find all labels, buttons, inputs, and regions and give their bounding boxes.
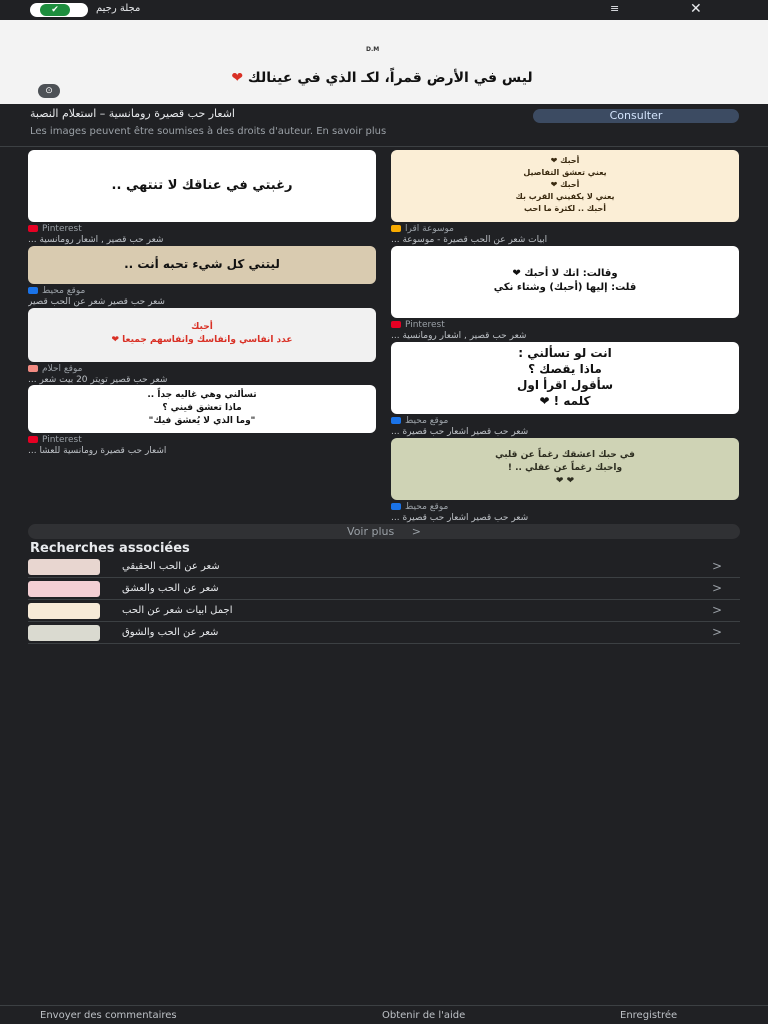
thumbnail-text: يعني تعشق التفاصيل [523, 168, 607, 177]
result-source[interactable] [391, 416, 448, 426]
help-link[interactable]: Obtenir de l'aide [382, 1010, 466, 1021]
result-source[interactable] [391, 320, 445, 330]
source-name: موقع محيط [405, 502, 449, 512]
image-result-card[interactable] [391, 246, 739, 346]
related-label: شعر عن الحب والعشق [122, 583, 219, 594]
thumbnail-text: في حبك اعشقك رغماً عن قلبي [495, 449, 635, 460]
result-caption[interactable]: ابيات شعر عن الحب قصيرة - موسوعة ... [391, 235, 548, 245]
voir-plus-button[interactable] [28, 524, 740, 539]
thumbnail-text: أحبك ❤ [550, 156, 580, 165]
source-favicon-icon [28, 225, 38, 232]
divider [0, 146, 768, 147]
thumbnail-text: عدد انفاسي وانفاسك وانفاسهم جميعا ❤ [111, 335, 293, 345]
thumbnail-text: أحبك .. لكثرة ما احب [524, 204, 606, 213]
image-result-card[interactable] [391, 150, 739, 250]
thumbnail-text: أحبك [191, 322, 213, 332]
preview-quote [50, 70, 714, 86]
thumbnail-text: أحبك ❤ [550, 180, 580, 189]
thumbnail-text: واحبك رغماً عن عقلي .. ! [507, 462, 623, 473]
source-name: موقع محيط [42, 286, 86, 296]
site-name[interactable]: مجلة رجيم [96, 3, 141, 14]
source-favicon-icon [391, 503, 401, 510]
result-thumbnail[interactable] [391, 246, 739, 318]
related-label: شعر عن الحب الحقيقي [122, 561, 220, 572]
result-thumbnail[interactable] [391, 438, 739, 500]
consult-button[interactable]: Consulter [533, 109, 739, 123]
result-thumbnail[interactable] [28, 150, 376, 222]
footer [0, 1005, 768, 1024]
chevron-right-icon: > [712, 603, 723, 617]
related-search-item[interactable] [28, 557, 740, 578]
chevron-right-icon: > [712, 625, 723, 639]
signature: D.M [366, 46, 380, 53]
thumbnail-text: "وما الذي لا يُعشق فيك" [148, 415, 256, 426]
thumbnail-text: ماذا تعشق فيني ؟ [162, 402, 242, 413]
related-thumbnail [28, 581, 100, 597]
related-search-item[interactable] [28, 623, 740, 644]
result-thumbnail[interactable] [391, 342, 739, 414]
thumbnail-text: تسألني وهي غاليه جداً .. [147, 389, 257, 400]
result-thumbnail[interactable] [28, 308, 376, 362]
source-name: Pinterest [405, 320, 445, 330]
quote-text: ليس في الأرض قمراً، لكـ الذي في عينالك [247, 70, 533, 86]
source-name: Pinterest [42, 224, 82, 234]
source-name: موقع احلام [42, 364, 83, 374]
heart-icon: ❤ [231, 70, 244, 86]
related-label: شعر عن الحب والشوق [122, 627, 219, 638]
thumbnail-text: كلمه ! ❤ [539, 394, 591, 408]
top-bar [0, 0, 768, 20]
result-source[interactable] [391, 502, 448, 512]
source-favicon-icon [391, 225, 401, 232]
source-name: موقع محيط [405, 416, 449, 426]
thumbnail-text: انت لو تسألني : [518, 346, 612, 360]
thumbnail-text: سأقول اقرأ اول [517, 378, 613, 392]
thumbnail-text: وقالت: انك لا أحبك ❤ [512, 268, 618, 279]
saved-link[interactable]: Enregistrée [620, 1010, 678, 1021]
result-thumbnail[interactable] [28, 385, 376, 433]
image-result-card[interactable] [28, 246, 376, 312]
result-caption[interactable]: شعر حب قصير اشعار حب قصيرة ... [391, 427, 529, 437]
chevron-right-icon: > [712, 559, 723, 573]
thumbnail-text: ❤ ❤ [555, 475, 575, 486]
chevron-right-icon: > [411, 525, 421, 538]
related-search-item[interactable] [28, 601, 740, 622]
result-caption[interactable]: شعر حب قصير تويتر 20 بيت شعر ... [28, 375, 168, 385]
result-caption[interactable]: اشعار حب قصيرة رومانسية للعشا ... [28, 446, 167, 456]
result-source[interactable] [28, 286, 85, 296]
source-name: موسوعة اقرا [405, 224, 454, 234]
voir-plus-label: Voir plus [347, 525, 395, 538]
source-name: Pinterest [42, 435, 82, 445]
thumbnail-text: رغبتي في عناقك لا تنتهي .. [111, 177, 293, 193]
image-result-card[interactable] [391, 438, 739, 528]
result-caption[interactable]: شعر حب قصير , اشعار رومانسية ... [28, 235, 164, 245]
related-thumbnail [28, 559, 100, 575]
result-info [0, 104, 768, 146]
image-result-card[interactable] [28, 385, 376, 461]
result-source[interactable] [391, 224, 454, 234]
result-source[interactable] [28, 435, 82, 445]
close-icon[interactable]: ✕ [690, 1, 702, 17]
thumbnail-text: ليتني كل شيء تحبه أنت .. [124, 257, 280, 271]
thumbnail-text: ماذا يقصك ؟ [528, 362, 602, 376]
related-label: اجمل ابيات شعر عن الحب [122, 605, 233, 616]
image-result-card[interactable] [28, 150, 376, 250]
source-favicon-icon [391, 417, 401, 424]
thumbnail-text: يعني لا يكفيني القرب بك [515, 192, 615, 201]
chevron-right-icon: > [712, 581, 723, 595]
related-search-item[interactable] [28, 579, 740, 600]
image-preview[interactable] [0, 20, 768, 104]
image-result-card[interactable] [28, 308, 376, 390]
result-source[interactable] [28, 224, 82, 234]
result-caption[interactable]: شعر حب قصير , اشعار رومانسية ... [391, 331, 527, 341]
result-source[interactable] [28, 364, 82, 374]
source-favicon-icon [28, 365, 38, 372]
related-thumbnail [28, 625, 100, 641]
result-thumbnail[interactable] [28, 246, 376, 284]
check-icon: ✔ [40, 4, 70, 16]
feedback-link[interactable]: Envoyer des commentaires [40, 1010, 177, 1021]
source-favicon-icon [28, 436, 38, 443]
copyright-notice[interactable]: Les images peuvent être soumises à des droits d'auteur. En savoir plus [30, 126, 387, 137]
related-heading: Recherches associées [30, 541, 190, 556]
source-favicon-icon [391, 321, 401, 328]
result-title[interactable]: اشعار حب قصيرة رومانسية – استعلام النصبة [30, 107, 235, 120]
thumbnail-text: قلت: إليها (أحبك) وشتاء نكي [493, 282, 637, 293]
lens-icon[interactable]: ⊙ [38, 84, 60, 98]
menu-icon[interactable]: ≡ [610, 2, 620, 15]
image-result-card[interactable] [391, 342, 739, 442]
result-caption[interactable]: شعر حب قصير شعر عن الحب قصير [28, 297, 165, 307]
result-caption[interactable]: شعر حب قصير اشعار حب قصيرة ... [391, 513, 529, 523]
result-thumbnail[interactable] [391, 150, 739, 222]
source-favicon-icon [28, 287, 38, 294]
related-thumbnail [28, 603, 100, 619]
